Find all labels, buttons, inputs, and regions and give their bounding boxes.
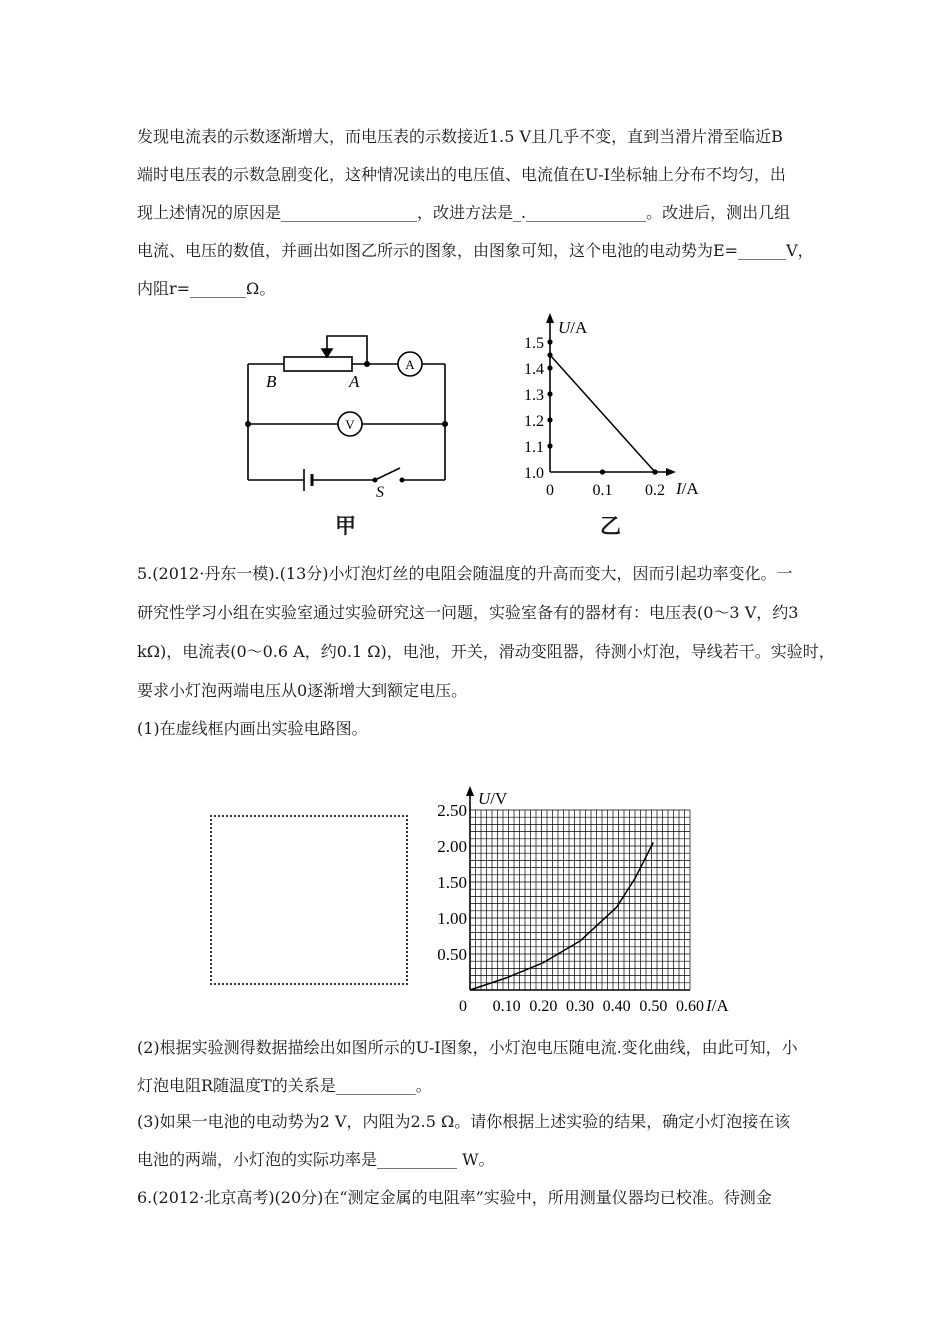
text-line: 电池的两端，小灯泡的实际功率是__________ W。 <box>137 1150 495 1169</box>
chart-yi <box>500 305 730 505</box>
x-tick-label: 0.40 <box>602 998 631 1012</box>
switch-label: S <box>376 484 384 498</box>
rheostat <box>284 357 352 371</box>
label-b: B <box>266 372 277 391</box>
y-tick-label: 1.0 <box>524 465 544 482</box>
switch-blade <box>375 468 400 480</box>
text-line: 6.(2012·北京高考)(20分)在“测定金属的电阻率”实验中，所用测量仪器均已校准。待测金 <box>137 1188 772 1207</box>
y-tick-label: 1.00 <box>437 909 467 928</box>
text-line: (2)根据实验测得数据描绘出如图所示的U-I图象，小灯泡电压随电流.变化曲线，由此可知，小 <box>137 1038 798 1057</box>
label-a: A <box>349 372 360 391</box>
y-tick-label: 0.50 <box>437 945 467 964</box>
x-axis-label: I/A <box>706 996 729 1012</box>
chart-lamp-ui <box>420 782 740 1012</box>
y-tick-label: 1.1 <box>524 439 544 456</box>
x-tick-label: 0 <box>546 482 554 499</box>
text-line: kΩ)，电流表(0～0.6 A，约0.1 Ω)，电池，开关，滑动变阻器，待测小灯泡，导线若干。实验时， <box>137 642 835 661</box>
x-tick-label: 0.2 <box>645 482 665 499</box>
text-line: 研究性学习小组在实验室通过实验研究这一问题，实验室备有的器材有：电压表(0～3 V，约3 <box>137 603 799 622</box>
y-axis-arrow <box>466 786 474 796</box>
text-line: 要求小灯泡两端电压从0逐渐增大到额定电压。 <box>137 681 468 700</box>
x-tick-label: 0.20 <box>529 998 558 1012</box>
text-line: (3)如果一电池的电动势为2 V，内阻为2.5 Ω。请你根据上述实验的结果，确定小灯泡接在该 <box>137 1112 791 1131</box>
y-tick-label: 1.50 <box>437 873 467 892</box>
text-line: 电流、电压的数值，并画出如图乙所示的图象，由图象可知，这个电池的电动势为E=______V， <box>137 241 814 260</box>
y-tick-label: 2.00 <box>437 837 467 856</box>
voltmeter-label: V <box>345 417 355 432</box>
x-axis-label: I/A <box>676 479 699 498</box>
y-axis-label: U/A <box>558 318 588 337</box>
u-i-line <box>550 355 655 472</box>
circuit-diagram <box>240 328 455 498</box>
x-tick-label: 0.1 <box>592 482 613 499</box>
text-line: 现上述情况的原因是_________________，改进方法是_._______________。改进后，测出几组 <box>137 203 791 222</box>
text-line: 灯泡电阻R随温度T的关系是__________。 <box>137 1076 432 1095</box>
x-tick-label: 0.50 <box>639 998 668 1012</box>
data-point <box>652 469 657 474</box>
text-line: 发现电流表的示数逐渐增大，而电压表的示数接近1.5 V且几乎不变，直到当滑片滑至临近B <box>137 127 783 146</box>
caption-yi: 乙 <box>600 514 621 538</box>
x-tick-label: 0.60 <box>676 998 704 1012</box>
y-tick-label: 1.2 <box>524 413 544 430</box>
y-tick-dot <box>547 365 552 370</box>
y-tick-dot <box>547 443 552 448</box>
text-line: 5.(2012·丹东一模).(13分)小灯泡灯丝的电阻会随温度的升高而变大，因而引起功率变化。一 <box>137 564 793 583</box>
y-axis-arrow <box>546 313 554 323</box>
y-tick-dot <box>547 417 552 422</box>
x-tick-label: 0 <box>459 998 467 1012</box>
y-tick-dot <box>547 339 552 344</box>
x-axis-arrow <box>666 468 676 476</box>
x-tick-label: 0.30 <box>566 998 594 1012</box>
x-tick-label: 0.10 <box>492 998 521 1012</box>
caption-jia: 甲 <box>335 514 356 538</box>
y-axis-label: U/V <box>478 789 508 808</box>
y-tick-label: 2.50 <box>437 801 467 820</box>
x-tick-dot <box>600 469 605 474</box>
ammeter-label: A <box>405 357 415 372</box>
text-line: (1)在虚线框内画出实验电路图。 <box>137 719 368 738</box>
text-line: 内阻r=_______Ω。 <box>137 279 276 298</box>
text-line: 端时电压表的示数急剧变化，这种情况读出的电压值、电流值在U-I坐标轴上分布不均匀，出 <box>137 165 786 184</box>
circuit-drawing-box <box>210 815 408 985</box>
y-tick-dot <box>547 391 552 396</box>
y-tick-label: 1.5 <box>524 335 544 352</box>
y-tick-label: 1.3 <box>524 387 544 404</box>
y-tick-label: 1.4 <box>524 361 544 378</box>
data-point <box>547 352 552 357</box>
